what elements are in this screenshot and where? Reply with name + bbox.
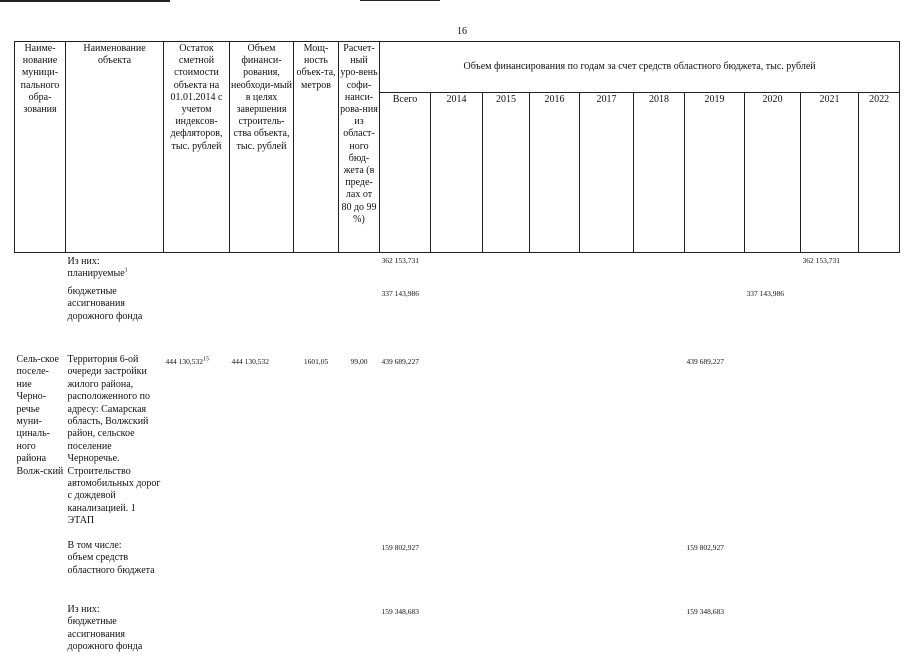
header-total: Всего [380, 93, 431, 253]
cofinancing-value: 99,00 [350, 357, 368, 366]
header-year: 2015 [483, 93, 530, 253]
cell-2020: 337 143,986 [746, 289, 784, 298]
table-row [15, 604, 900, 656]
header-year: 2014 [431, 93, 483, 253]
row-label: Из них: бюджетные ассигнования дорожного фонда [67, 604, 143, 653]
header-year: 2018 [634, 93, 685, 253]
header-funding-by-years: Объем финансирования по годам за счет средств областного бюджета, тыс. рублей [380, 42, 900, 93]
header-object-name: Наименование объекта [66, 42, 164, 253]
header-year: 2020 [745, 93, 801, 253]
row-total: 159 802,927 [381, 543, 419, 552]
row-total: 159 348,683 [381, 607, 419, 616]
required-funding: 444 130,532 [231, 357, 269, 366]
header-year: 2017 [580, 93, 634, 253]
header-required-funding: Объем финанси-рования, необходи-мый в целях завершения строитель-ства объекта, тыс. рублей [230, 42, 294, 253]
scan-edge-mark [0, 0, 170, 2]
cell-2019: 439 689,227 [686, 357, 724, 366]
row-label: Из них: планируемые$^1$ [67, 256, 128, 280]
header-year: 2022 [859, 93, 900, 253]
object-description: Территория 6-ой очереди застройки жилого района, расположенного по адресу: Самарская область, Волжский район, сельское поселение Черноречье. Строительство автомобильных дорог с дождевой канализацией. 1 ЭТАП [67, 354, 161, 527]
table-header-row [15, 42, 900, 93]
cell-2019: 159 802,927 [686, 543, 724, 552]
capacity-value: 1601,05 [303, 357, 329, 366]
header-remaining-cost: Остаток сметной стоимости объекта на 01.01.2014 с учетом индексов-дефляторов, тыс. рублей [164, 42, 230, 253]
table-row [15, 286, 900, 354]
row-label: В том числе: объем средств областного бюджета [67, 540, 155, 576]
remaining-cost: 444 130,532$^{15}$ [165, 356, 209, 366]
header-year: 2016 [530, 93, 580, 253]
page-number: 16 [457, 26, 467, 37]
scan-edge-mark [360, 0, 440, 1]
table-row [15, 253, 900, 287]
header-municipality: Наиме-нование муници-пального обра-зования [15, 42, 66, 253]
cell-2019: 159 348,683 [686, 607, 724, 616]
row-label: бюджетные ассигнования дорожного фонда [67, 286, 143, 322]
cell-2021: 362 153,731 [802, 256, 840, 265]
header-year: 2021 [801, 93, 859, 253]
row-total: 362 153,731 [381, 256, 419, 265]
table-row [15, 354, 900, 540]
table-row [15, 540, 900, 604]
header-capacity: Мощ-ность объек-та, метров [294, 42, 339, 253]
municipality-name: Сель-ское поселе-ние Черно-речье муни-циналь-ного района Волж-ский [16, 354, 64, 477]
funding-table [14, 41, 900, 656]
row-total: 439 689,227 [381, 357, 419, 366]
header-year: 2019 [685, 93, 745, 253]
row-total: 337 143,986 [381, 289, 419, 298]
header-cofinancing-level: Расчет-ный уро-вень софи-нанси-рова-ния из област-ного бюд-жета (в преде-лах от 80 до 99 %) [339, 42, 380, 253]
